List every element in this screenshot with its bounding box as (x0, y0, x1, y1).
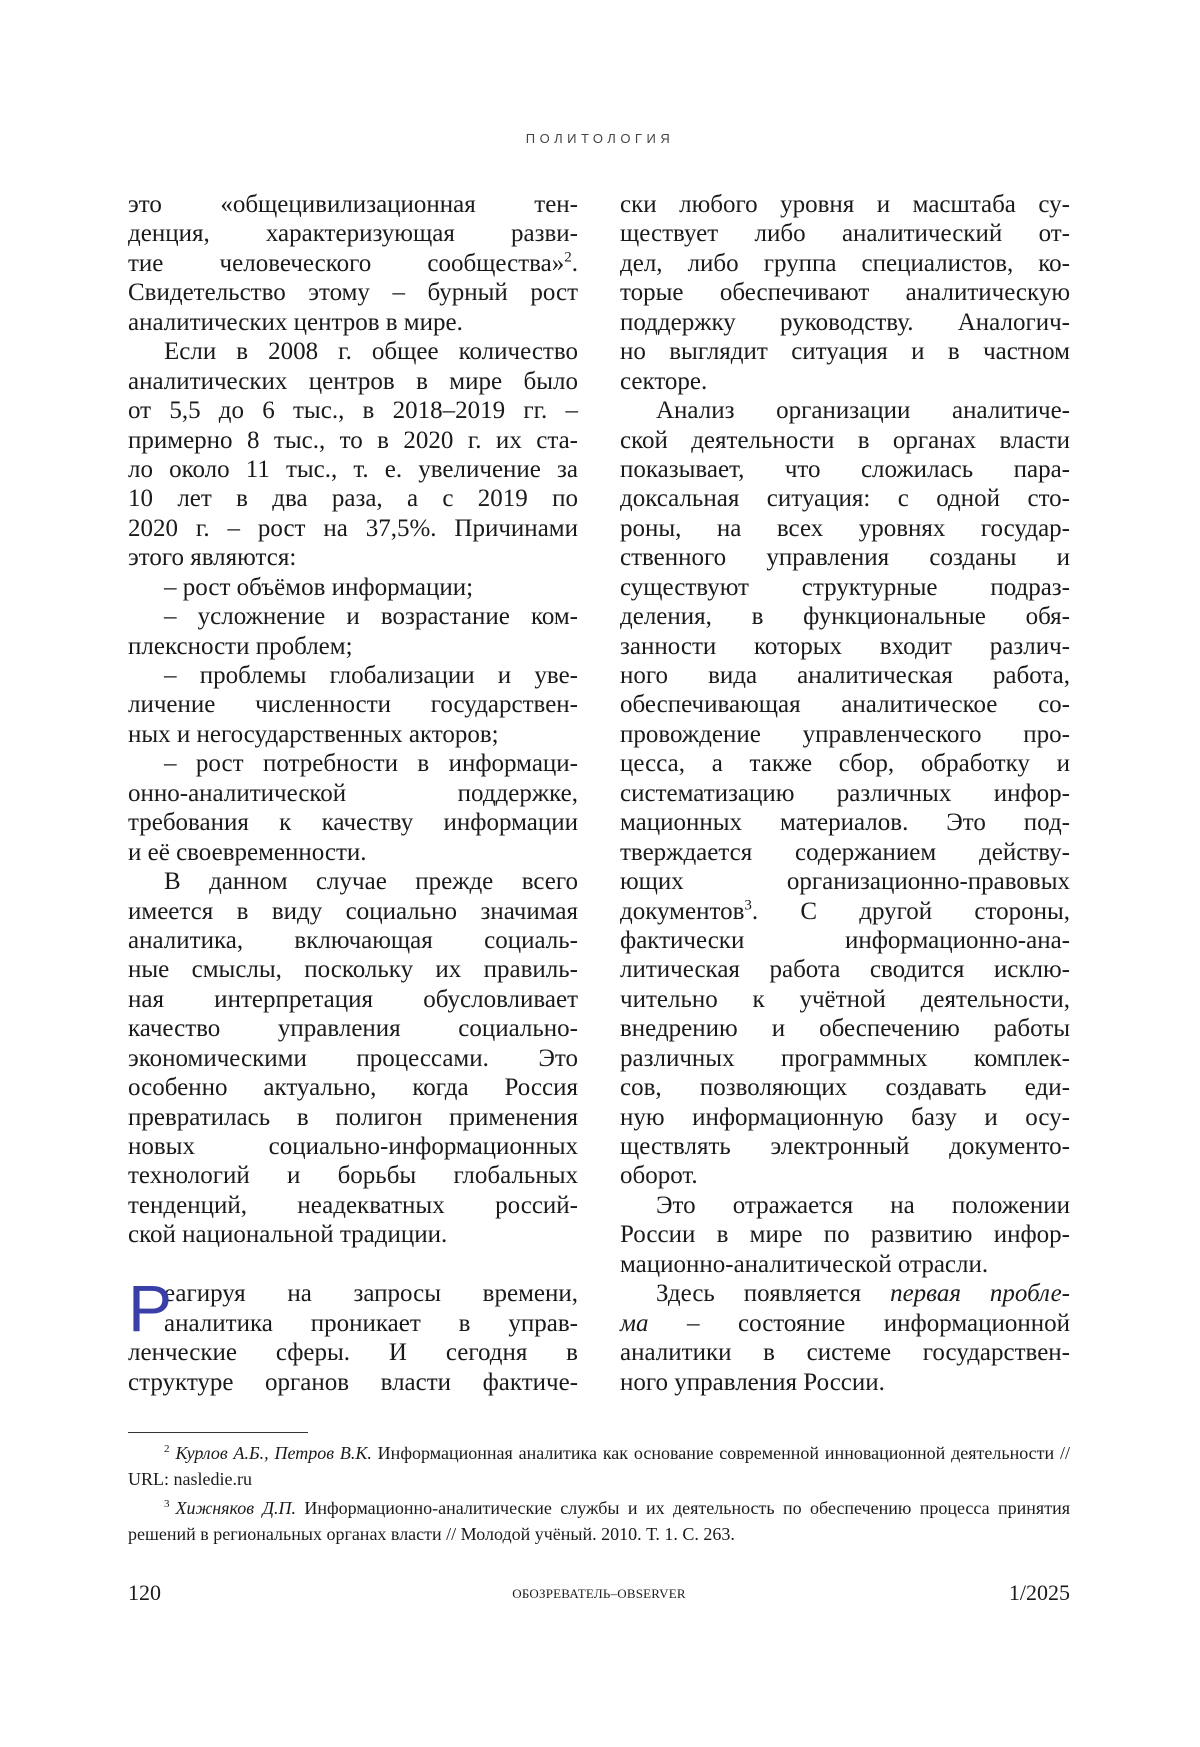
line-text: Здесь появляется (656, 1280, 891, 1308)
line-text: Если в 2008 г. общее количество (164, 338, 578, 366)
line-text: требования к качеству информации (128, 809, 578, 837)
text-line (128, 1309, 578, 1338)
line-text: ную информационную базу и осу- (620, 1103, 1070, 1131)
text-line (128, 690, 578, 719)
line-text: ленческие сферы. И сегодня в (128, 1339, 578, 1367)
text-line (128, 1368, 578, 1397)
footnote-number: 3 (164, 1498, 170, 1510)
emphasis-text: первая пробле- (890, 1280, 1070, 1308)
text-line (620, 278, 1070, 307)
line-text: секторе. (620, 367, 708, 395)
line-text: качество управления социально- (128, 1015, 578, 1043)
text-line (128, 779, 578, 808)
line-text: Анализ организации аналитиче- (656, 397, 1070, 425)
text-line (128, 573, 578, 602)
text-line (128, 1044, 578, 1073)
text-line (128, 543, 578, 572)
footnote-ref[interactable]: 2 (564, 249, 572, 266)
line-text: тверждается содержанием действу- (620, 838, 1070, 866)
line-text: мационных материалов. Это под- (620, 809, 1070, 837)
line-text: примерно 8 тыс., то в 2020 г. их ста- (128, 426, 578, 454)
line-text: . С другой стороны, (751, 897, 1070, 925)
line-text: ществует либо аналитический от- (620, 220, 1070, 248)
line-text: роны, на всех уровнях государ- (620, 514, 1070, 542)
line-text: фактически информационно-ана- (620, 926, 1070, 954)
text-line (128, 838, 578, 867)
text-line (620, 484, 1070, 513)
text-line (128, 985, 578, 1014)
text-line (620, 1309, 1070, 1338)
line-text: внедрению и обеспечению работы (620, 1015, 1070, 1043)
text-line (620, 308, 1070, 337)
line-text: но выглядит ситуация и в частном (620, 338, 1070, 366)
line-text: структуре органов власти фактиче- (128, 1368, 578, 1396)
text-line (620, 926, 1070, 955)
text-line (128, 249, 578, 278)
text-line (620, 1338, 1070, 1367)
footnote-3 (128, 1496, 1070, 1547)
line-text: ная интерпретация обусловливает (128, 985, 578, 1013)
text-line (620, 1368, 1070, 1397)
right-column (620, 190, 1070, 1397)
line-text: личение численности государствен- (128, 691, 578, 719)
text-line (128, 1338, 578, 1367)
line-text: – усложнение и возрастание ком- (164, 603, 578, 631)
text-line (620, 955, 1070, 984)
line-text: – рост потребности в информаци- (164, 750, 578, 778)
text-line (620, 897, 1070, 926)
running-head-section: ПОЛИТОЛОГИЯ (525, 131, 675, 146)
line-text: аналитика проникает в управ- (164, 1309, 578, 1337)
text-line (620, 838, 1070, 867)
text-line (620, 1250, 1070, 1279)
line-text: В данном случае прежде всего (164, 868, 578, 896)
text-line (128, 455, 578, 484)
text-line (620, 1132, 1070, 1161)
line-text: оборот. (620, 1162, 698, 1190)
text-line (620, 1103, 1070, 1132)
text-line (128, 1220, 578, 1249)
text-line (620, 455, 1070, 484)
line-text: превратилась в полигон применения (128, 1103, 578, 1131)
text-line (128, 514, 578, 543)
paragraph-spacer (128, 1250, 578, 1279)
line-text: это «общецивилизационная тен- (128, 191, 578, 218)
line-text: имеется в виду социально значимая (128, 897, 578, 925)
line-text: – проблемы глобализации и уве- (164, 662, 578, 689)
text-line (620, 602, 1070, 631)
line-text: ской национальной традиции. (128, 1221, 448, 1249)
text-line (620, 1073, 1070, 1102)
line-text: – рост объёмов информации; (164, 573, 474, 601)
text-line (620, 808, 1070, 837)
text-line (128, 749, 578, 778)
line-text: ного управления России. (620, 1368, 885, 1396)
footnote-text: Информационная аналитика как основание современной инновационной деятельности // URL: nasledie.ru (128, 1443, 1070, 1489)
text-line (128, 426, 578, 455)
line-text: цесса, а также сбор, обработку и (620, 750, 1070, 778)
text-line (128, 602, 578, 631)
text-line (128, 1014, 578, 1043)
text-line (128, 1103, 578, 1132)
line-text: различных программных комплек- (620, 1044, 1070, 1072)
line-text: аналитических центров в мире. (128, 308, 463, 336)
line-text: России в мире по развитию инфор- (620, 1221, 1070, 1249)
line-text: аналитика, включающая социаль- (128, 926, 578, 954)
text-line (620, 1279, 1070, 1308)
line-text: ные смыслы, поскольку их правиль- (128, 956, 578, 984)
line-text: ской деятельности в органах власти (620, 426, 1070, 454)
text-line (128, 1132, 578, 1161)
line-text: ло около 11 тыс., т. е. увеличение за (128, 455, 578, 483)
line-text: и её своевременности. (128, 838, 367, 866)
footnote-ref[interactable]: 3 (744, 897, 752, 914)
text-line (620, 396, 1070, 425)
line-text: ного вида аналитическая работа, (620, 662, 1070, 689)
line-text: аналитических центров в мире было (128, 367, 578, 395)
line-text: ющих организационно-правовых (620, 868, 1070, 896)
line-text: провождение управленческого про- (620, 720, 1070, 748)
line-text: дел, либо группа специалистов, ко- (620, 249, 1070, 277)
text-line (128, 1073, 578, 1102)
text-line (620, 749, 1070, 778)
text-line (620, 1191, 1070, 1220)
page-number: 120 (128, 1580, 161, 1605)
line-text: ственного управления созданы и (620, 544, 1070, 572)
line-text: документов (620, 897, 745, 925)
line-text: занности которых входит различ- (620, 632, 1070, 660)
line-text: поддержку руководству. Аналогич- (620, 308, 1070, 336)
text-line (128, 484, 578, 513)
text-line (128, 955, 578, 984)
line-text: новых социально-информационных (128, 1133, 578, 1160)
text-line (128, 219, 578, 248)
line-text: мационно-аналитической отрасли. (620, 1250, 989, 1278)
text-line (620, 661, 1070, 690)
line-text: сов, позволяющих создавать еди- (620, 1074, 1070, 1102)
footnote-number: 2 (164, 1443, 170, 1455)
line-text: экономическими процессами. Это (128, 1044, 578, 1072)
line-text: от 5,5 до 6 тыс., в 2018–2019 гг. – (128, 397, 578, 425)
text-line (620, 632, 1070, 661)
footnote-2 (128, 1441, 1070, 1492)
footnote-authors: Хижняков Д.П. (175, 1498, 296, 1518)
text-line (128, 1161, 578, 1190)
text-line (620, 543, 1070, 572)
text-line (128, 308, 578, 337)
footnote-separator (128, 1432, 308, 1433)
line-text: Свидетельство этому – бурный рост (128, 279, 578, 307)
text-line (620, 190, 1070, 219)
line-text: систематизацию различных инфор- (620, 779, 1070, 807)
line-text: обеспечивающая аналитическое со- (620, 691, 1070, 719)
text-line (620, 249, 1070, 278)
text-line (128, 808, 578, 837)
line-text: литическая работа сводится исклю- (620, 956, 1070, 984)
line-text: . (571, 249, 578, 277)
left-column (128, 190, 578, 1397)
line-text: существуют структурные подраз- (620, 573, 1070, 601)
line-text: чительно к учётной деятельности, (620, 985, 1070, 1013)
line-text: еагируя на запросы времени, (164, 1280, 578, 1308)
line-text: особенно актуально, когда Россия (128, 1074, 578, 1102)
text-line (128, 367, 578, 396)
text-line (128, 632, 578, 661)
text-line (620, 219, 1070, 248)
text-line (620, 1044, 1070, 1073)
line-text: этого являются: (128, 544, 297, 572)
text-line (128, 337, 578, 366)
footnotes (128, 1441, 1070, 1551)
page-footer (128, 1580, 1070, 1610)
text-line (620, 779, 1070, 808)
footnote-text: Информационно-аналитические службы и их деятельность по обеспечению процесса принятия решений в региональных органах власти // Молодой учёный. 2010. Т. 1. С. 263. (128, 1498, 1070, 1544)
text-line (620, 367, 1070, 396)
line-text: тенденций, неадекватных россий- (128, 1191, 578, 1219)
text-line (620, 514, 1070, 543)
text-line (128, 867, 578, 896)
text-line (128, 661, 578, 690)
text-line (620, 720, 1070, 749)
text-line (128, 720, 578, 749)
issue-number: 1/2025 (1008, 1580, 1070, 1605)
journal-name: ОБОЗРЕВАТЕЛЬ–OBSERVER (512, 1586, 686, 1601)
line-text: ществлять электронный документо- (620, 1133, 1070, 1160)
line-text: ных и негосударственных акторов; (128, 720, 499, 748)
text-line (128, 897, 578, 926)
line-text: торые обеспечивают аналитическую (620, 279, 1070, 307)
line-text: плексности проблем; (128, 632, 353, 660)
line-text: технологий и борьбы глобальных (128, 1162, 578, 1190)
line-text: Это отражается на положении (656, 1191, 1070, 1219)
drop-cap: Р (128, 1271, 173, 1346)
line-text: тие человеческого сообщества» (128, 249, 565, 277)
text-line (128, 190, 578, 219)
line-text: ски любого уровня и масштаба су- (620, 191, 1070, 218)
text-line (620, 867, 1070, 896)
line-text: – состояние информационной (648, 1309, 1070, 1337)
text-line (620, 573, 1070, 602)
text-line (620, 337, 1070, 366)
line-text: онно-аналитической поддержке, (128, 779, 578, 807)
line-text: денция, характеризующая разви- (128, 220, 578, 248)
line-text: 2020 г. – рост на 37,5%. Причинами (128, 514, 578, 542)
line-text: 10 лет в два раза, а с 2019 по (128, 485, 578, 513)
text-line (620, 690, 1070, 719)
text-line (128, 926, 578, 955)
text-line (620, 1220, 1070, 1249)
text-line (620, 1161, 1070, 1190)
line-text: деления, в функциональные обя- (620, 603, 1070, 631)
text-line (620, 985, 1070, 1014)
text-line (128, 396, 578, 425)
line-text: доксальная ситуация: с одной сто- (620, 485, 1070, 513)
text-line (128, 1191, 578, 1220)
text-line (620, 1014, 1070, 1043)
text-line (128, 278, 578, 307)
text-line (620, 426, 1070, 455)
footnote-authors: Курлов А.Б., Петров В.К. (175, 1443, 372, 1463)
emphasis-text: ма (620, 1309, 649, 1337)
line-text: аналитики в системе государствен- (620, 1339, 1070, 1367)
line-text: показывает, что сложилась пара- (620, 455, 1070, 483)
